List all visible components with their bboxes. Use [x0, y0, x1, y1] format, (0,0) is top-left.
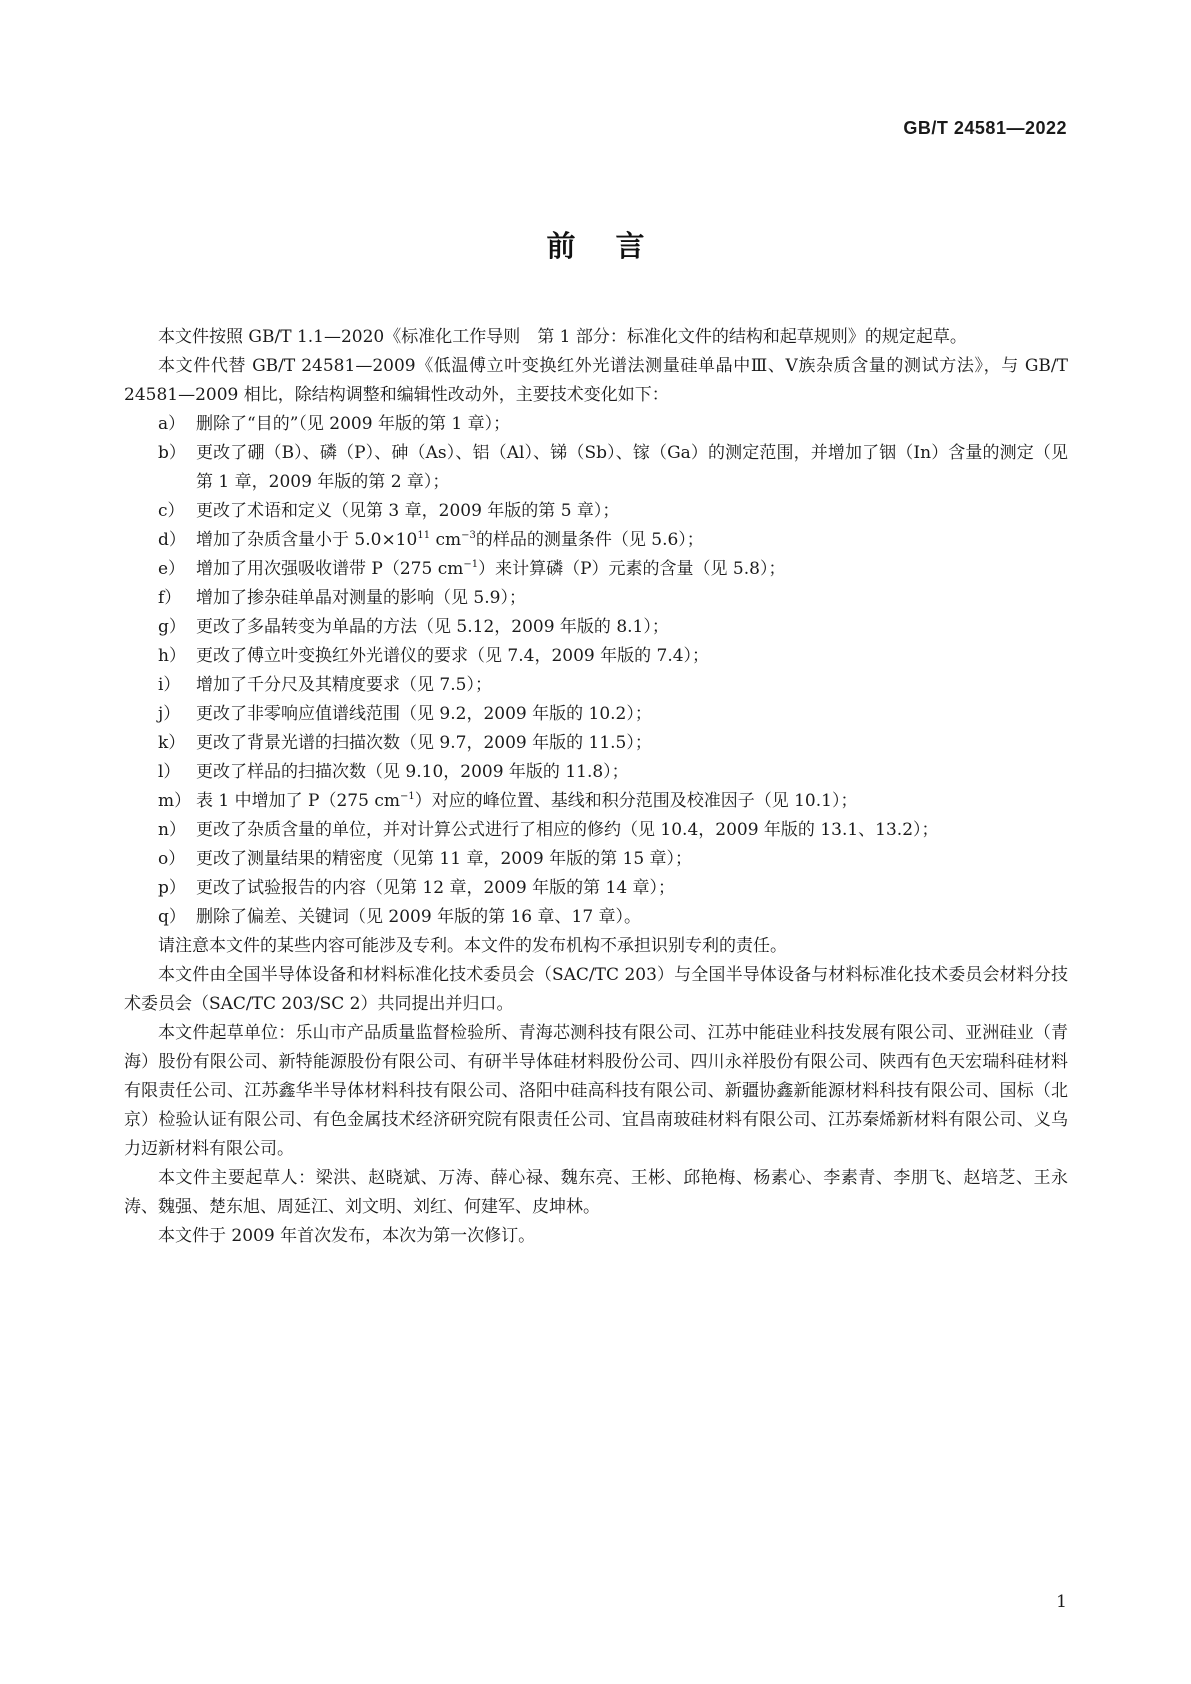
- list-item-marker: p）: [158, 878, 186, 898]
- list-item-text: 更改了样品的扫描次数（见 9.10，2009 年版的 11.8）；: [196, 762, 629, 782]
- paragraph-drafting-rules: 本文件按照 GB/T 1.1—2020《标准化工作导则 第 1 部分：标准化文件的结构和起草规则》的规定起草。: [158, 327, 967, 347]
- list-item-text: [196, 526, 1068, 555]
- list-item-marker: d）: [158, 530, 186, 550]
- technical-changes-list: [124, 410, 1068, 932]
- superscript: 11: [417, 530, 431, 541]
- list-item-text: 更改了背景光谱的扫描次数（见 9.7，2009 年版的 11.5）；: [196, 733, 652, 753]
- paragraph-drafting-units: 本文件起草单位：乐山市产品质量监督检验所、青海芯测科技有限公司、江苏中能硅业科技发展有限公司、亚洲硅业（青海）股份有限公司、新特能源股份有限公司、有研半导体硅材料股份公司、四川永祥股份有限公司、陕西有色天宏瑞科硅材料有限责任公司、江苏鑫华半导体材料科技有限公司、洛阳中硅高科技有限公司、新疆协鑫新能源材料科技有限公司、国标（北京）检验认证有限公司、有色金属技术经济研究院有限责任公司、宜昌南玻硅材料有限公司、江苏秦烯新材料有限公司、义乌力迈新材料有限公司。: [124, 1023, 1068, 1159]
- list-item: [124, 816, 1068, 845]
- paragraph-publication-history: 本文件于 2009 年首次发布，本次为第一次修订。: [158, 1226, 536, 1246]
- text-segment: 增加了杂质含量小于 5.0×10: [196, 530, 418, 550]
- list-item: [124, 787, 1068, 816]
- list-item: [124, 758, 1068, 787]
- text-segment: ）来计算磷（P）元素的含量（见 5.8）；: [478, 559, 786, 579]
- list-item-text: 删除了“目的”（见 2009 年版的第 1 章）；: [196, 414, 511, 434]
- list-item-text: 增加了掺杂硅单晶对测量的影响（见 5.9）；: [196, 588, 526, 608]
- paragraph-proposer: 本文件由全国半导体设备和材料标准化技术委员会（SAC/TC 203）与全国半导体设备与材料标准化技术委员会材料分技术委员会（SAC/TC 203/SC 2）共同提出并归口。: [124, 965, 1068, 1014]
- list-item-marker: j）: [158, 704, 181, 724]
- list-item: [124, 874, 1068, 903]
- paragraph-replacement: 本文件代替 GB/T 24581—2009《低温傅立叶变换红外光谱法测量硅单晶中Ⅲ、Ⅴ族杂质含量的测试方法》，与 GB/T 24581—2009 相比，除结构调整和编辑性改动外，主要技术变化如下：: [124, 356, 1068, 405]
- list-item-text: 更改了多晶转变为单晶的方法（见 5.12，2009 年版的 8.1）；: [196, 617, 669, 637]
- text-segment: cm: [430, 530, 462, 550]
- superscript: −1: [399, 791, 415, 802]
- list-item-text: 更改了术语和定义（见第 3 章，2009 年版的第 5 章）；: [196, 501, 620, 521]
- paragraph-drafters: 本文件主要起草人：梁洪、赵晓斌、万涛、薛心禄、魏东亮、王彬、邱艳梅、杨素心、李素青、李朋飞、赵培芝、王永涛、魏强、楚东旭、周延江、刘文明、刘红、何建军、皮坤林。: [124, 1168, 1068, 1217]
- list-item-marker: e）: [158, 559, 186, 579]
- list-item-text: 更改了测量结果的精密度（见第 11 章，2009 年版的第 15 章）；: [196, 849, 693, 869]
- list-item-marker: k）: [158, 733, 186, 753]
- paragraph-patent-notice: 请注意本文件的某些内容可能涉及专利。本文件的发布机构不承担识别专利的责任。: [158, 936, 787, 956]
- list-item-marker: h）: [158, 646, 186, 666]
- list-item: [124, 700, 1068, 729]
- list-item: [124, 497, 1068, 526]
- text-segment: 的样品的测量条件（见 5.6）；: [475, 530, 704, 550]
- list-item: [124, 613, 1068, 642]
- list-item: [124, 729, 1068, 758]
- text-segment: ）对应的峰位置、基线和积分范围及校准因子（见 10.1）；: [414, 791, 858, 811]
- list-item-text: 删除了偏差、关键词（见 2009 年版的第 16 章、17 章）。: [196, 907, 642, 927]
- list-item-marker: f）: [158, 588, 182, 608]
- list-item-text: 更改了傅立叶变换红外光谱仪的要求（见 7.4，2009 年版的 7.4）；: [196, 646, 710, 666]
- list-item: [124, 526, 1068, 555]
- list-item: [124, 555, 1068, 584]
- list-item-marker: a）: [158, 414, 186, 434]
- list-item: [124, 410, 1068, 439]
- list-item-text: [196, 555, 1068, 584]
- list-item: [124, 903, 1068, 932]
- standard-number: GB/T 24581—2022: [903, 118, 1067, 138]
- list-item-text: 更改了杂质含量的单位，并对计算公式进行了相应的修约（见 10.4，2009 年版的 13.1、13.2）；: [196, 820, 939, 840]
- list-item-marker: o）: [158, 849, 186, 869]
- list-item-marker: g）: [158, 617, 186, 637]
- list-item-marker: i）: [158, 675, 181, 695]
- list-item-text: 更改了硼（B）、磷（P）、砷（As）、铝（Al）、锑（Sb）、镓（Ga）的测定范围，并增加了铟（In）含量的测定（见第 1 章，2009 年版的第 2 章）；: [196, 443, 1068, 492]
- superscript: −1: [463, 559, 479, 570]
- list-item-marker: m）: [158, 791, 192, 811]
- superscript: −3: [461, 530, 476, 541]
- text-segment: 增加了用次强吸收谱带 P（275 cm: [196, 559, 464, 579]
- list-item: [124, 671, 1068, 700]
- list-item-text: 增加了千分尺及其精度要求（见 7.5）；: [196, 675, 492, 695]
- list-item: [124, 845, 1068, 874]
- list-item-marker: b）: [158, 443, 186, 463]
- list-item-marker: q）: [158, 907, 186, 927]
- list-item-text: 更改了非零响应值谱线范围（见 9.2，2009 年版的 10.2）；: [196, 704, 652, 724]
- list-item-text: 更改了试验报告的内容（见第 12 章，2009 年版的第 14 章）；: [196, 878, 676, 898]
- list-item: [124, 642, 1068, 671]
- list-item: [124, 584, 1068, 613]
- list-item-marker: c）: [158, 501, 185, 521]
- document-body: [124, 323, 1068, 1251]
- page-title: 前言: [546, 229, 685, 263]
- list-item-marker: l）: [158, 762, 181, 782]
- text-segment: 表 1 中增加了 P（275 cm: [196, 791, 400, 811]
- page-number: 1: [1056, 1592, 1067, 1612]
- list-item-text: [196, 787, 1068, 816]
- list-item-marker: n）: [158, 820, 186, 840]
- list-item: [124, 439, 1068, 497]
